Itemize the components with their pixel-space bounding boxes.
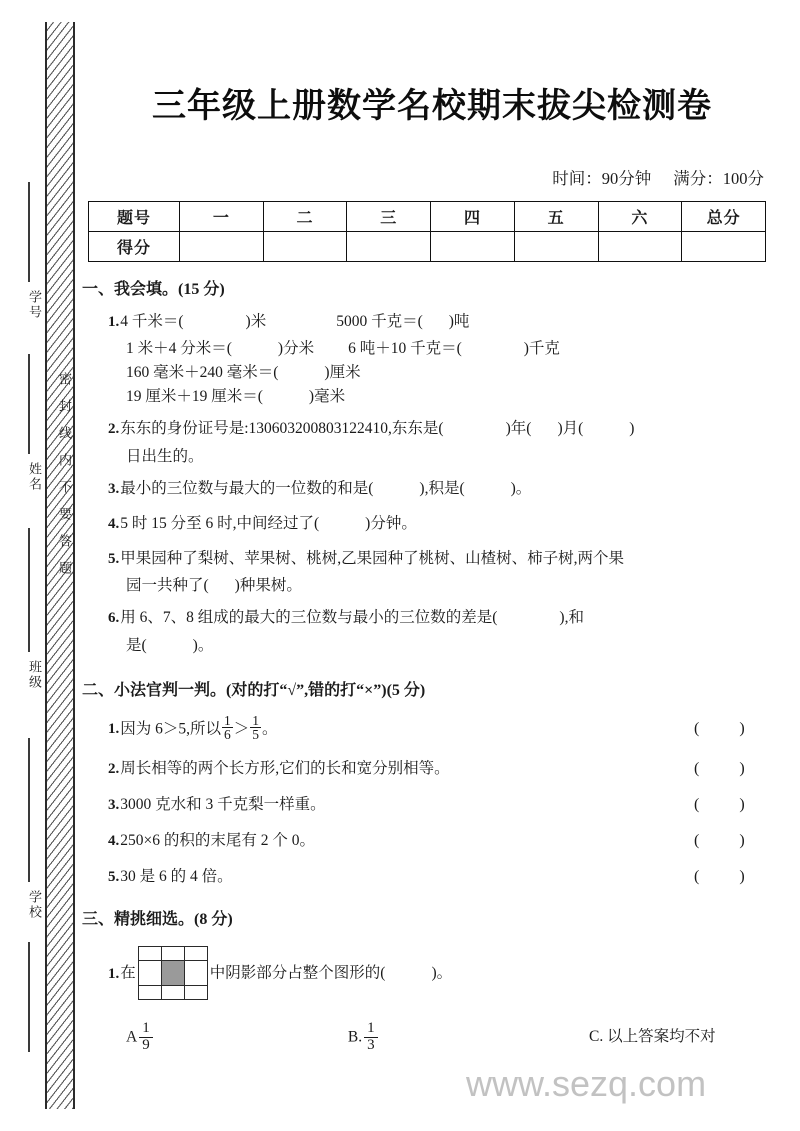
q1-line1-right: 5000 千克＝( [336,313,423,330]
fraction-one-sixth: $\frac{1}{6}$ [224,712,231,743]
grid-cell [184,986,207,1000]
q6-text-b: ),和 [559,609,584,627]
margin-rule-4 [28,738,30,882]
question-2-2 [108,756,782,778]
exam-content [82,22,782,1112]
score-input-cell[interactable] [682,232,766,262]
question-2-4 [108,828,782,850]
section-2-points: (5 分) [386,681,426,699]
tf-item-text [108,864,233,886]
q1-line4-left: 19 厘米＋19 厘米＝( [126,388,263,406]
margin-rule-1 [28,182,30,282]
q1-line2-right: 6 吨＋10 千克＝( [348,340,462,358]
q1-line2-left-end: )分米 [277,340,315,358]
score-table-header-cell: 总分 [682,202,766,232]
score-table-header-cell: 五 [514,202,598,232]
section-heading-3 [82,906,782,929]
question-2-1 [108,714,782,743]
q1-line2-right-end: )千克 [523,340,560,358]
question-2-5 [108,864,782,886]
tf-answer-blank[interactable]: ( ) [694,719,745,737]
q3-text-c: )。 [510,479,532,497]
question-1-5 [108,547,782,571]
q1-line3-left-end: )厘米 [324,364,361,382]
margin-rule-2 [28,354,30,454]
q1-line4-left-end: )毫米 [308,388,346,406]
question-1-5-cont [126,573,782,595]
margin-field-school[interactable]: 学校 [27,890,42,920]
q6-cont-a: 是( [126,636,147,654]
question-number: 3. [108,797,120,814]
q1-line2-left: 1 米＋4 分米＝( [126,340,232,358]
score-input-cell[interactable] [347,232,431,262]
question-1-6-cont [126,633,782,655]
grid-cell [161,947,184,961]
q2-text-a: 东东的身份证号是:130603200803122410,东东是( [120,420,444,438]
q5-text-a: 甲果园种了梨树、苹果树、桃树,乙果园种了桃树、山楂树、柿子树,两个果 [120,550,625,567]
tf1-prefix: 因为 6＞5,所以 [120,719,222,737]
q1-line3-left: 160 毫米＋240 毫米＝( [126,364,279,382]
tf-answer-blank[interactable]: ( ) [694,796,745,814]
tf5-text: 30 是 6 的 4 倍。 [120,868,233,886]
score-input-cell[interactable] [431,232,515,262]
question-2-3 [108,792,782,814]
tf-item-text [108,792,326,814]
tf4-text: 250×6 的积的末尾有 2 个 0。 [120,832,315,850]
q5-cont-b: )种果树。 [234,577,302,595]
fraction-one-ninth: $\frac{1}{9}$ [139,1021,153,1054]
question-number: 5. [108,551,120,567]
question-number: 1. [108,314,120,330]
tf-item-text [108,714,278,743]
question-1-2 [108,417,782,441]
question-1-6 [108,606,782,630]
shaded-grid-figure [138,946,208,1000]
tf1-suffix: 。 [262,719,278,737]
q1-line1-left: 4 千米＝( [120,313,184,330]
tf-answer-blank[interactable]: ( ) [694,760,745,778]
question-1-3 [108,477,782,501]
section-1-title: 一、我会填。 [82,281,179,298]
q2-text-c: )月( [557,420,584,438]
grid-cell [184,961,207,986]
tf1-mid: ＞ [233,719,250,737]
choice-row [126,1021,782,1054]
tf2-text: 周长相等的两个长方形,它们的长和宽分别相等。 [120,760,450,778]
question-1-1-line3 [126,360,782,382]
fraction-one-fifth: $\frac{1}{5}$ [252,712,260,743]
margin-rule-5 [28,942,30,1052]
fraction-one-third: $\frac{1}{3}$ [364,1021,378,1054]
q3-1-prefix: 在 [120,964,136,982]
table-row [89,202,766,232]
choice-b-label: B. [347,1028,363,1046]
time-value: 90分钟 [601,169,652,188]
score-table-header-cell: 六 [598,202,682,232]
score-input-cell[interactable] [180,232,264,262]
score-table-header-cell: 二 [263,202,347,232]
tf3-text: 3000 克水和 3 千克梨一样重。 [120,796,326,814]
q3-1-suffix: 中阴影部分占整个图形的( [209,964,386,982]
score-table-header-cell: 一 [180,202,264,232]
margin-rule-3 [28,528,30,652]
margin-field-class[interactable]: 班级 [27,660,42,690]
question-number: 3. [108,480,120,497]
grid-cell [138,947,161,961]
question-number: 4. [108,833,120,850]
tf-answer-blank[interactable]: ( ) [694,832,745,850]
choice-a-label: A [126,1028,138,1046]
q2-text-b: )年( [505,420,532,438]
section-heading-1 [82,276,782,299]
question-number: 2. [108,421,120,438]
grid-cell [138,986,161,1000]
site-watermark: www.sezq.com [466,1063,707,1104]
q1-line1-left-end: )米 [245,313,267,330]
section-3-points: (8 分) [194,911,233,929]
question-1-1-line4 [126,384,782,406]
score-table-header-cell: 四 [431,202,515,232]
grid-cell [184,947,207,961]
q3-text-a: 最小的三位数与最大的一位数的和是( [120,479,374,497]
section-heading-2 [82,677,782,700]
score-input-cell[interactable] [598,232,682,262]
grid-cell [161,986,184,1000]
q5-cont-a: 园一共种了( [126,577,209,595]
question-1-1-line2 [126,336,782,358]
question-number: 6. [108,610,120,627]
table-row [89,232,766,262]
score-input-cell[interactable] [514,232,598,262]
question-1-2-cont: 日出生的。 [126,447,204,465]
q3-1-suffix-end: )。 [431,964,453,982]
score-table-row-label: 得分 [89,232,180,262]
section-3-title: 三、精挑细选。 [82,911,195,929]
q4-text-b: )分钟。 [365,514,417,532]
tf-answer-blank[interactable]: ( ) [694,868,745,886]
choice-c[interactable]: C. 以上答案均不对 [589,1028,716,1046]
section-2-title: 二、小法官判一判。(对的打“√”,错的打“×”) [82,681,387,699]
q1-line1-right-end: )吨 [448,313,470,330]
question-number: 1. [108,720,120,737]
choice-b[interactable] [348,1021,589,1054]
question-number: 1. [108,965,120,982]
tf-item-text [108,828,315,850]
question-number: 2. [108,761,120,778]
seal-line-text: 密封线内不要答题 [57,372,72,588]
q2-text-d: ) [629,420,635,438]
question-number: 4. [108,515,120,532]
question-3-1 [108,947,782,1001]
score-table-row-label: 题号 [89,202,180,232]
question-number: 5. [108,869,120,886]
q3-text-b: ),积是( [419,479,465,497]
tf-item-text [108,756,450,778]
margin-field-student-id[interactable]: 学号 [27,290,42,320]
score-input-cell[interactable] [263,232,347,262]
q6-cont-b: )。 [192,636,214,654]
time-label: 时间： [552,169,602,188]
grid-cell-shaded [161,961,184,986]
exam-meta [82,165,782,189]
score-table-header-cell: 三 [347,202,431,232]
score-table [88,201,766,262]
q6-text-a: 用 6、7、8 组成的最大的三位数与最小的三位数的差是( [120,609,498,627]
total-score-value: 100分 [722,169,764,188]
grid-cell [138,961,161,986]
page-title: 三年级上册数学名校期末拔尖检测卷 [152,88,712,125]
section-1-points: (15 分) [178,281,225,298]
q4-text-a: 5 时 15 分至 6 时,中间经过了( [120,514,320,532]
total-score-label: 满分： [673,169,723,188]
choice-a[interactable] [126,1021,348,1054]
question-1-1 [108,310,782,334]
margin-field-name[interactable]: 姓名 [27,462,42,492]
question-1-4 [108,512,782,536]
